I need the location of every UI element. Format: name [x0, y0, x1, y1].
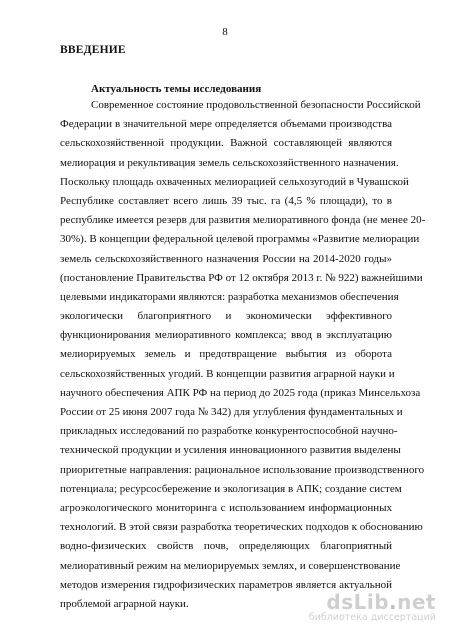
- watermark-logo: dsLib.net: [326, 590, 436, 614]
- text-line: сельскохозяйственных угодий. В концепции развития аграрной науки и: [60, 367, 395, 380]
- text-line: Современное состояние продовольственной безопасности Российской: [91, 99, 421, 111]
- text-line: агроэкологического мониторинга с использованием информационных: [60, 501, 392, 514]
- text-line: технической продукции и усиления инновационного развития выделены: [60, 444, 401, 457]
- text-line: (постановление Правительства РФ от 12 октября 2013 г. № 922) важнейшими: [60, 271, 423, 284]
- section-subheading: Актуальность темы исследования: [91, 83, 262, 95]
- section-heading: ВВЕДЕНИЕ: [60, 44, 126, 56]
- text-line: Федерации в значительной мере определяется объемами производства: [60, 118, 392, 131]
- text-line: технологий. В этой связи разработка теоретических подходов к обоснованию: [60, 521, 423, 534]
- body-text: [60, 96, 426, 614]
- text-line: экологически благоприятного и экономически эффективного: [60, 310, 392, 323]
- text-line: водно-физических свойств почв, определяющих благоприятный: [60, 540, 392, 553]
- watermark-subtitle: библиотека диссертаций: [308, 612, 436, 623]
- text-line: целевыми индикаторами являются: разработка механизмов обеспечения: [60, 290, 399, 303]
- text-line: земель сельскохозяйственного назначения России на 2014-2020 годы»: [60, 252, 392, 265]
- page-number: 8: [222, 26, 228, 38]
- text-line: функционирования мелиоративного комплекса; ввод в эксплуатацию: [60, 329, 392, 342]
- text-line: 30%). В концепции федеральной целевой программы «Развитие мелиорации: [60, 233, 420, 246]
- text-line: Поскольку площадь охваченных мелиорацией сельхозугодий в Чувашской: [60, 175, 409, 188]
- text-line: сельскохозяйственной продукции. Важной составляющей являются: [60, 137, 392, 150]
- text-line: приоритетные направления: рациональное использование производственного: [60, 463, 425, 476]
- text-line: потенциала; ресурсосбережение и экологизация в АПК; создание систем: [60, 482, 402, 495]
- text-line: научного обеспечения АПК РФ на период до 2025 года (приказ Минсельхоза: [60, 386, 421, 399]
- text-line: России от 25 июня 2007 года № 342) для углубления фундаментальных и: [60, 406, 403, 418]
- text-line: мелиорация и рекультивация земель сельскохозяйственного назначения.: [60, 156, 399, 169]
- text-line: мелиорируемых земель и предотвращение выбытия из оборота: [60, 348, 392, 361]
- text-line: методов измерения гидрофизических параметров является актуальной: [60, 578, 392, 591]
- text-line: Республике составляет всего лишь 39 тыс. га (4,5 % площади), то в: [60, 194, 392, 207]
- site-watermark: [286, 590, 436, 623]
- text-line: мелиоративный режим на мелиорируемых землях, и совершенствование: [60, 559, 401, 572]
- text-line: республике имеется резерв для развития мелиоративного фонда (не менее 20-: [60, 214, 426, 227]
- text-line: прикладных исследований по разработке конкурентоспособной научно-: [60, 425, 398, 438]
- text-line: проблемой аграрной науки.: [60, 597, 189, 610]
